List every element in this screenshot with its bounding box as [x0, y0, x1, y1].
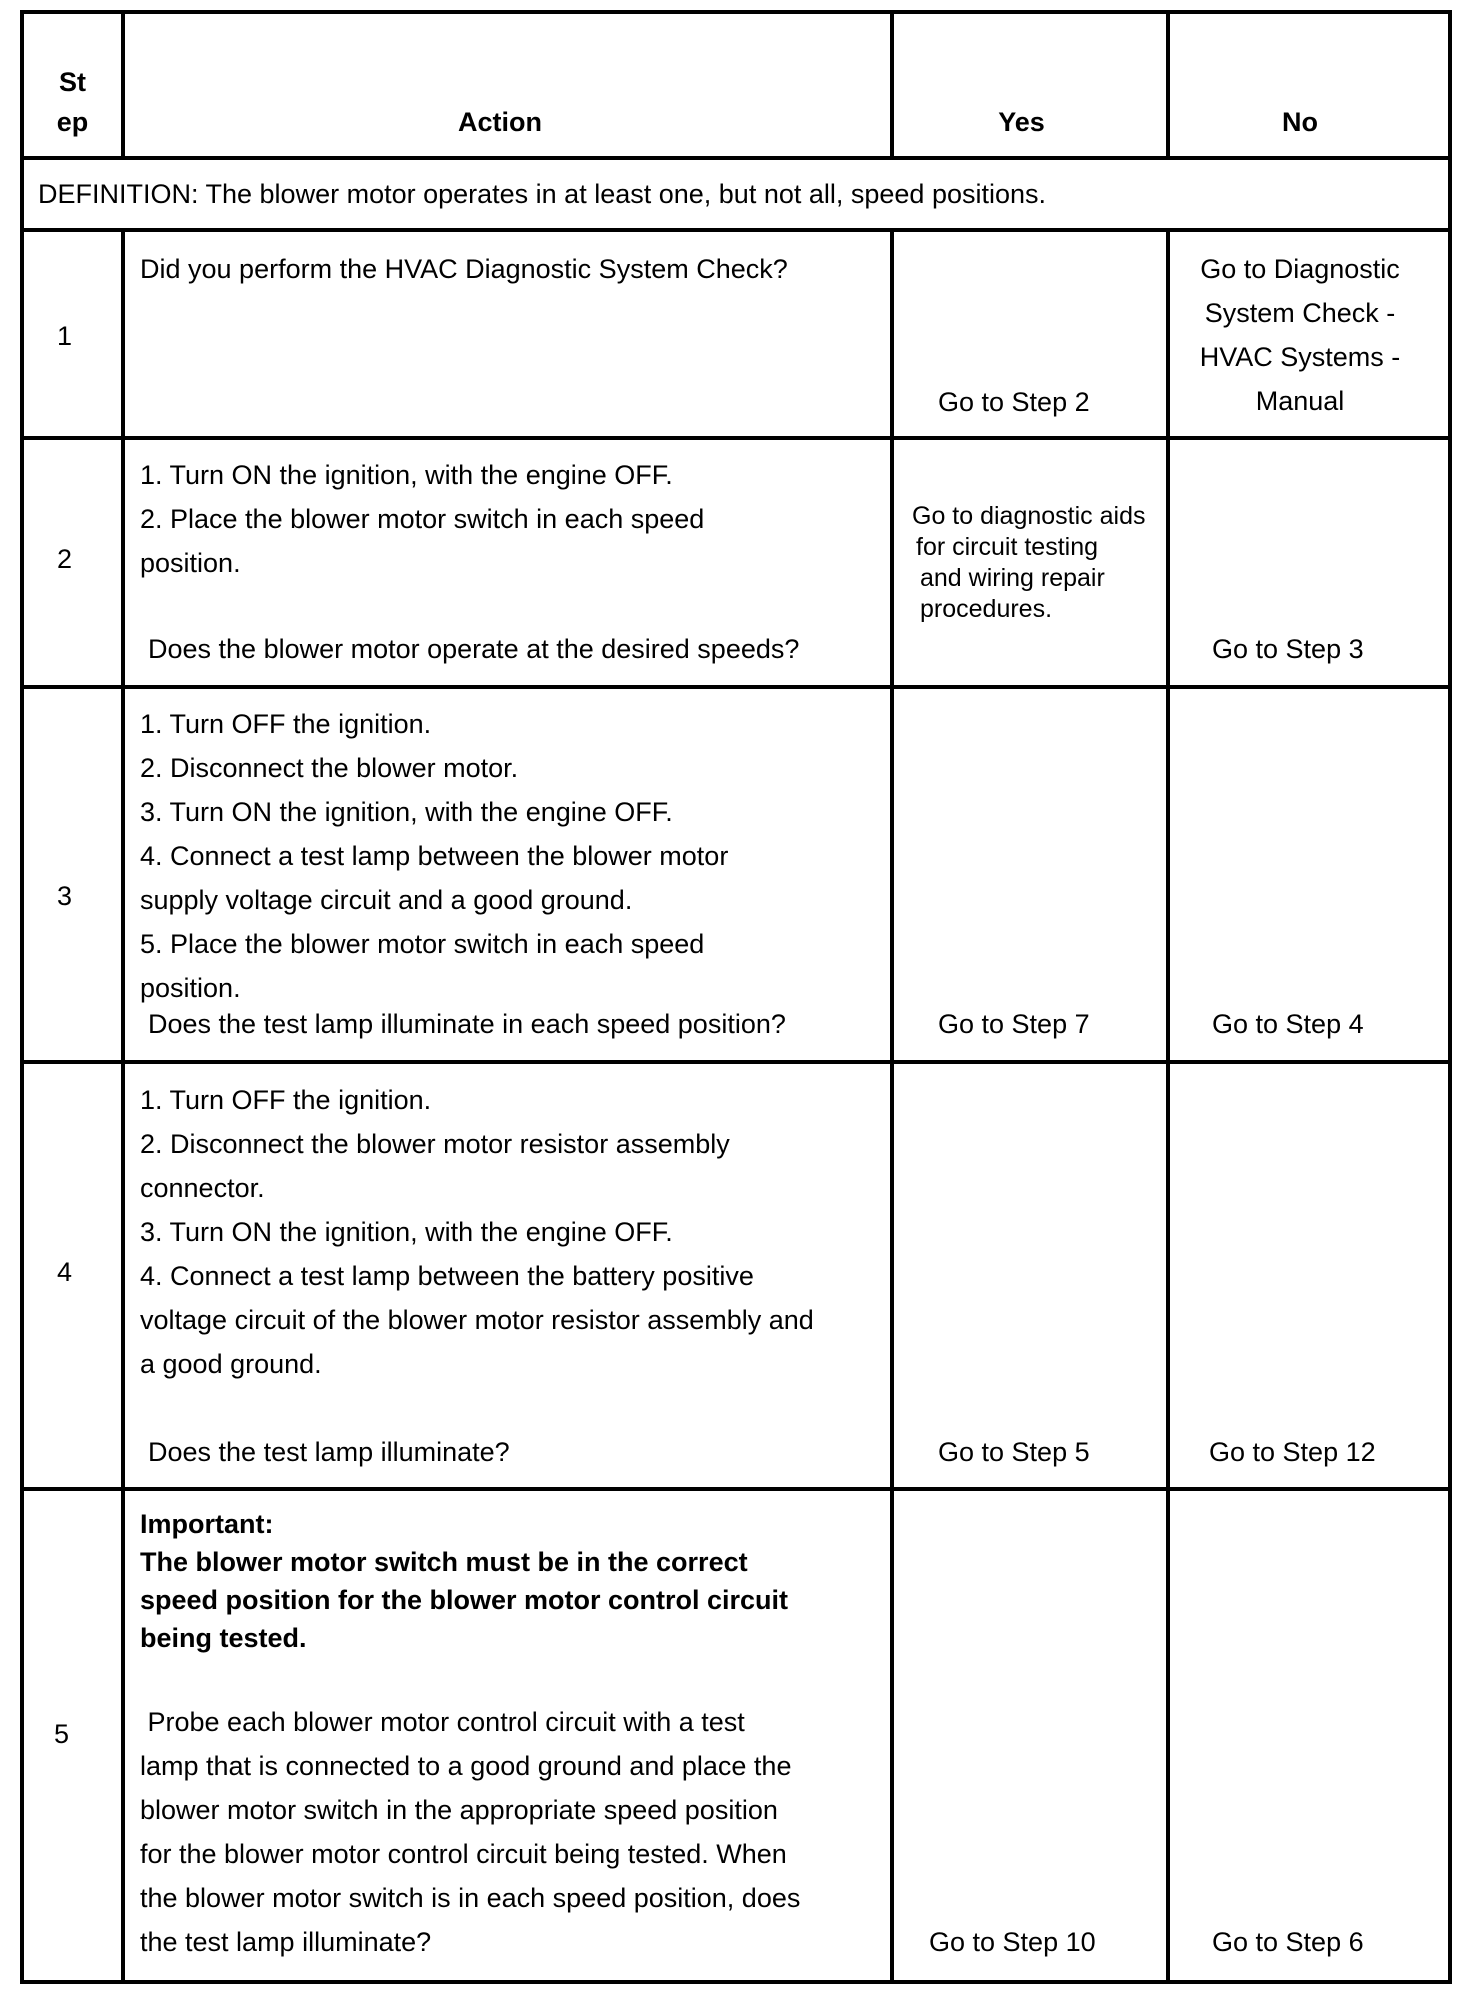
action-line: 1. Turn OFF the ignition.	[140, 1085, 432, 1115]
action-line: position.	[140, 548, 241, 578]
yes-header: Yes	[998, 107, 1045, 137]
action-line: blower motor switch in the appropriate speed position	[140, 1795, 778, 1825]
action-line: the test lamp illuminate?	[140, 1927, 432, 1957]
step-number: 1	[57, 321, 73, 351]
no-result-line: System Check -	[1204, 298, 1396, 328]
action-text	[140, 453, 704, 585]
no-result-line: Go to Diagnostic	[1200, 254, 1400, 284]
action-line: 4. Connect a test lamp between the battery positive	[140, 1261, 754, 1291]
action-text	[140, 702, 728, 1010]
action-line: 3. Turn ON the ignition, with the engine OFF.	[140, 797, 673, 827]
question-text: Does the test lamp illuminate?	[148, 1437, 510, 1467]
action-line: 1. Turn ON the ignition, with the engine OFF.	[140, 460, 673, 490]
important-line: Important:	[140, 1509, 274, 1539]
action-line: the blower motor switch is in each speed position, does	[140, 1883, 801, 1913]
action-line: a good ground.	[140, 1349, 322, 1379]
action-line: 2. Disconnect the blower motor resistor assembly	[140, 1129, 730, 1159]
important-line: being tested.	[140, 1623, 307, 1653]
no-header: No	[1282, 107, 1318, 137]
no-result: Go to Step 3	[1212, 634, 1364, 664]
row2-bottom-rule	[20, 685, 1452, 689]
definition-bottom-rule	[20, 228, 1452, 232]
step-number: 3	[57, 881, 73, 911]
action-line: 1. Turn OFF the ignition.	[140, 709, 432, 739]
row3-bottom-rule	[20, 1060, 1452, 1064]
no-result: Go to Step 4	[1212, 1009, 1364, 1039]
yes-result: Go to Step 7	[938, 1009, 1090, 1039]
yes-result: Go to Step 5	[938, 1437, 1090, 1467]
step-number: 4	[57, 1257, 73, 1287]
action-line: Probe each blower motor control circuit with a test	[140, 1707, 745, 1737]
action-line: 3. Turn ON the ignition, with the engine OFF.	[140, 1217, 673, 1247]
action-line: connector.	[140, 1173, 265, 1203]
step-number: 2	[57, 544, 73, 574]
no-result	[1170, 247, 1430, 423]
yes-result-line: procedures.	[920, 595, 1053, 623]
yes-result	[912, 501, 1145, 625]
table-border-bottom	[20, 1980, 1452, 1984]
action-line: 4. Connect a test lamp between the blower motor	[140, 841, 729, 871]
no-result: Go to Step 6	[1212, 1927, 1364, 1957]
action-header: Action	[458, 107, 542, 137]
yes-result-line: for circuit testing	[916, 533, 1099, 561]
important-line: The blower motor switch must be in the correct	[140, 1547, 748, 1577]
action-line: voltage circuit of the blower motor resistor assembly and	[140, 1305, 814, 1335]
yes-result: Go to Step 10	[929, 1927, 1096, 1957]
row4-bottom-rule	[20, 1487, 1452, 1491]
action-text: Did you perform the HVAC Diagnostic System Check?	[140, 254, 788, 284]
step-column-rule	[121, 228, 125, 1984]
step-header-line1: St	[59, 67, 86, 97]
action-column-rule	[890, 228, 894, 1984]
action-text	[140, 1700, 800, 1964]
question-text: Does the blower motor operate at the desired speeds?	[148, 634, 800, 664]
question-text: Does the test lamp illuminate in each speed position?	[148, 1009, 786, 1039]
row1-bottom-rule	[20, 436, 1452, 440]
important-line: speed position for the blower motor control circuit	[140, 1585, 789, 1615]
no-result-line: HVAC Systems -	[1199, 342, 1401, 372]
action-line: 5. Place the blower motor switch in each speed	[140, 929, 705, 959]
action-line: supply voltage circuit and a good ground.	[140, 885, 633, 915]
action-line: for the blower motor control circuit being tested. When	[140, 1839, 787, 1869]
no-result-line: Manual	[1255, 386, 1345, 416]
important-note	[140, 1505, 788, 1657]
table-border-top	[20, 10, 1452, 14]
yes-result-line: Go to diagnostic aids	[912, 502, 1146, 530]
step-number: 5	[54, 1719, 70, 1749]
step-header-line2: ep	[56, 107, 89, 137]
action-line: 2. Place the blower motor switch in each speed	[140, 504, 705, 534]
yes-result-line: and wiring repair	[920, 564, 1105, 592]
yes-result: Go to Step 2	[938, 387, 1090, 417]
table-border-left	[20, 10, 24, 1984]
header-bottom-rule	[20, 156, 1452, 160]
no-result: Go to Step 12	[1209, 1437, 1376, 1467]
action-text	[140, 1078, 814, 1386]
definition-text: DEFINITION: The blower motor operates in at least one, but not all, speed positions.	[38, 179, 1047, 209]
action-line: lamp that is connected to a good ground and place the	[140, 1751, 792, 1781]
step-header	[24, 62, 121, 142]
action-line: position.	[140, 973, 241, 1003]
table-border-right	[1448, 10, 1452, 1984]
yes-column-rule	[1166, 228, 1170, 1984]
action-line: 2. Disconnect the blower motor.	[140, 753, 519, 783]
